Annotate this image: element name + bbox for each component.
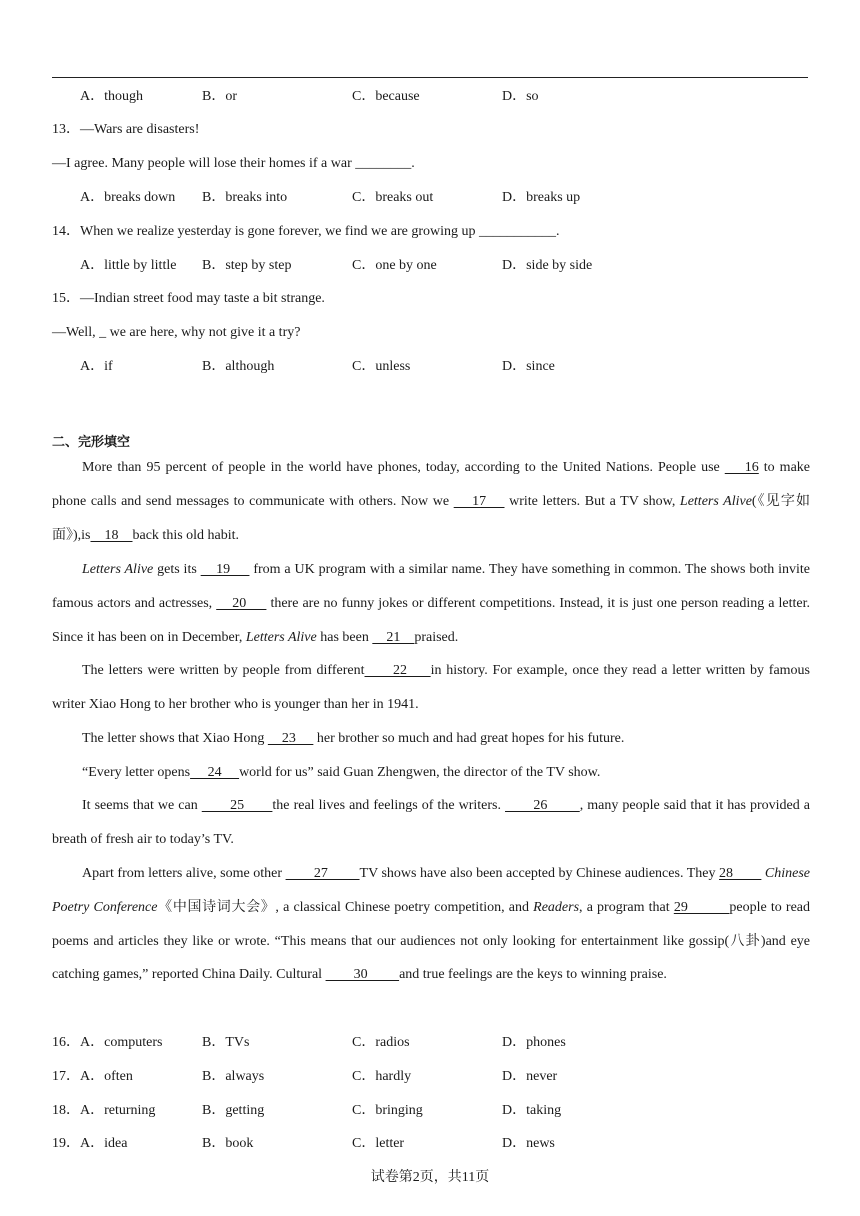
blank-26: 26 [505,798,580,813]
section-title: 二、完形填空 [52,435,131,450]
passage-text: (《见字如面》),is [52,493,810,543]
q12-option-a: A．though [80,89,143,104]
passage-text: world for us” said Guan Zhengwen, the director of the TV show. [239,765,601,780]
passage-text: , a program that [579,899,674,915]
passage-text: has been [316,629,373,645]
q14-option-a: A．little by little [80,258,177,273]
passage-text: back this old habit. [132,527,240,543]
header-rule [52,77,808,78]
passage-paragraph-3 [52,654,810,722]
blank-24: 24 [190,765,240,780]
passage-text: praised. [414,629,459,645]
show-title: Chinese Poetry Conference [52,866,811,915]
passage-text: The letters were written by people from different [82,663,365,678]
q12-option-b: B．or [202,89,237,104]
q13-option-c: C．breaks out [352,190,434,205]
blank-16: 16 [724,460,759,475]
blank-22: 22 [364,663,431,678]
q13-options [52,188,810,208]
show-title: Letters Alive [679,493,752,509]
passage-text: the real lives and feelings of the writers. [272,798,506,813]
passage-text: Apart from letters alive, some other [82,866,286,881]
passage-text: in history. For example, once they read a letter written by famous writer Xiao Hong to her brother who is younger than her in 1941. [52,663,811,712]
passage-paragraph-6 [52,789,810,857]
q18-option-a: 18．A．returning [52,1103,156,1118]
q15-option-a: A．if [80,359,113,374]
passage-text: TV shows have also been accepted by Chinese audiences. They [359,866,720,881]
passage-text: More than 95 percent of people in the world have phones, today, according to the United Nations. People use [82,460,725,475]
q17-option-a: 17．A．often [52,1069,133,1084]
passage-text: “Every letter opens [82,765,191,780]
blank-21: 21 [372,629,415,645]
q18-option-b: B．getting [202,1103,265,1118]
q13-option-a: A．breaks down [80,190,176,205]
q14-option-d: D．side by side [502,258,593,273]
passage-paragraph-1 [52,451,810,552]
blank-23: 23 [267,731,314,746]
show-title: Letters Alive [245,629,317,645]
q19-option-d: D．news [502,1136,555,1151]
q12-option-d: D．so [502,89,539,104]
passage-paragraph-7 [52,857,810,992]
blank-20: 20 [216,595,267,611]
q15-options [52,357,810,377]
q16-option-c: C．radios [352,1035,410,1050]
q13-stem-reply: —I agree. Many people will lose their homes if a war ________. [52,156,415,171]
blank-29: 29 [673,899,730,915]
q15-stem: 15．—Indian street food may taste a bit strange. [52,291,325,306]
q16-options [52,1033,810,1053]
q18-options [52,1101,810,1121]
passage-text: her brother so much and had great hopes for his future. [313,731,625,746]
q19-option-a: 19．A．idea [52,1136,128,1151]
q15-option-c: C．unless [352,359,411,374]
q16-option-a: 16．A．computers [52,1035,163,1050]
q17-option-d: D．never [502,1069,558,1084]
passage-paragraph-2 [52,553,810,654]
show-title: Readers [533,899,580,915]
q19-option-b: B．book [202,1136,254,1151]
show-title: Letters Alive [82,562,154,577]
q13-option-b: B．breaks into [202,190,288,205]
passage-text: 《中国诗词大会》, a classical Chinese poetry competition, and [157,899,534,915]
q17-options [52,1067,810,1087]
q19-option-c: C．letter [352,1136,405,1151]
q17-option-b: B．always [202,1069,265,1084]
q19-options [52,1134,810,1154]
q16-option-d: D．phones [502,1035,566,1050]
blank-27: 27 [285,866,360,881]
q13-option-d: D．breaks up [502,190,581,205]
page-footer: 试卷第2页，共11页 [370,1170,490,1185]
blank-19: 19 [200,562,250,577]
passage-paragraph-4 [52,722,810,756]
passage-text: and true feelings are the keys to winning praise. [399,967,667,983]
blank-17: 17 [453,493,505,509]
passage-text: gets its [153,562,201,577]
q14-stem: 14．When we realize yesterday is gone forever, we find we are growing up ___________. [52,224,560,239]
passage-text: from a UK program with a similar name. They have something in common. The shows both invite famous actors and actresses, [52,562,811,611]
blank-28: 28 [719,866,762,881]
passage-text: The letter shows that Xiao Hong [82,731,268,746]
q18-option-c: C．bringing [352,1103,423,1118]
blank-25: 25 [201,798,273,813]
q14-options [52,256,810,276]
passage-text: write letters. But a TV show, [504,493,680,509]
q16-option-b: B．TVs [202,1035,250,1050]
q15-stem-reply: —Well, _ we are here, why not give it a try? [52,325,301,340]
blank-30: 30 [325,967,400,983]
q12-option-c: C．because [352,89,420,104]
q14-option-c: C．one by one [352,258,437,273]
q13-stem: 13．—Wars are disasters! [52,122,200,137]
passage-text: there are no funny jokes or different competitions. Instead, it is just one person reading a letter. Since it has been on in December, [52,595,811,645]
q14-option-b: B．step by step [202,258,292,273]
q15-option-d: D．since [502,359,555,374]
passage-text: , many people said that it has provided a breath of fresh air to today’s TV. [52,798,811,847]
q18-option-d: D．taking [502,1103,562,1118]
q17-option-c: C．hardly [352,1069,412,1084]
passage-paragraph-5 [52,756,810,790]
q15-option-b: B．although [202,359,275,374]
blank-18: 18 [90,527,133,543]
passage-text: to make phone calls and send messages to communicate with others. Now we [52,460,810,509]
passage-text: people to read poems and articles they like or wrote. “This means that our audiences not only looking for entertainment like gossip(八卦)and eye catching games,” reported China Daily. Cultural [52,899,811,983]
q12-options [52,87,810,107]
passage-text: It seems that we can [82,798,202,813]
